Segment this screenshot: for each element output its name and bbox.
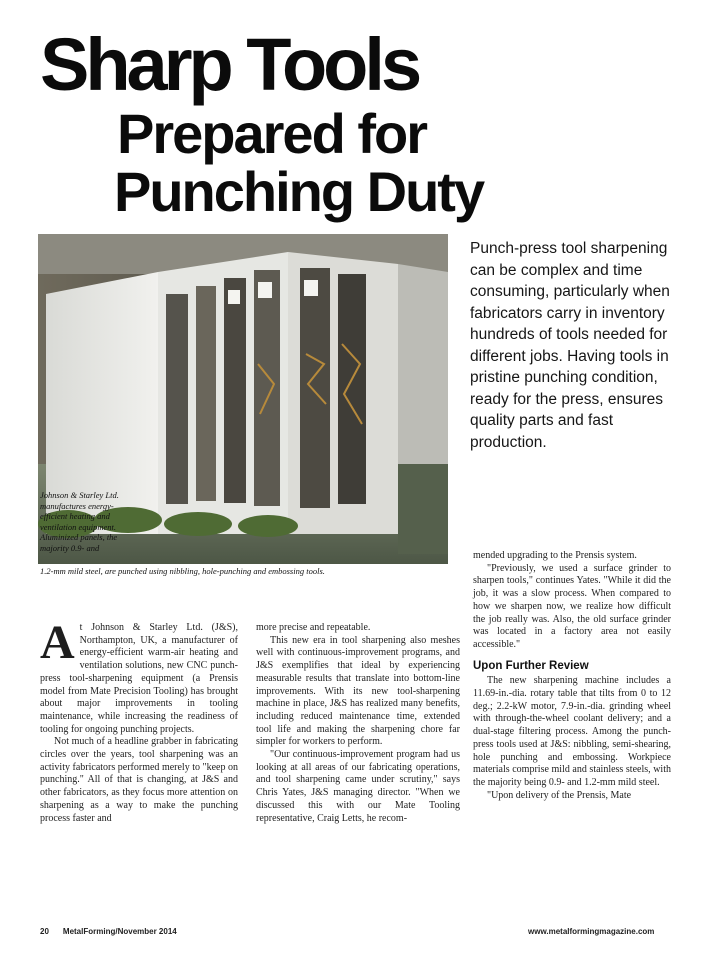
paragraph: The new sharpening machine includes a 11.69-in.-dia. rotary table that tilts from 0 to 12 deg.; 2.2-kW motor, 7.9-in.-dia. grinding wheel with through-the-wheel coolant delivery; and a dual-stage filtering process. Among the punch-press tools used at J&S: nibbling, semi-shearing, hole punching and embossing. Workpiece materials comprise mild and stainless steels, with the majority being 0.9- and 1.2-mm mild steel. xyxy=(473,675,671,788)
paragraph: This new era in tool sharpening also meshes well with continuous-improvement programs, and J&S exemplifies that ideal by experiencing measurable results that translate into bottom-line improvements. With its new tool-sharpening machine in place, J&S has realized many benefits, including reduced maintenance time, extended tool life and making the sharpening chore far simpler for workers to perform. xyxy=(256,634,460,748)
photo-caption-continuation: 1.2-mm mild steel, are punched using nibbling, hole-punching and embossing tools. xyxy=(40,566,325,576)
page-number: 20 xyxy=(40,927,49,936)
paragraph: "Upon delivery of the Prensis, Mate xyxy=(487,789,632,801)
paragraph xyxy=(40,616,238,736)
headline-line-3: Punching Duty xyxy=(114,160,484,223)
paragraph: "Our continuous-improvement program had us looking at all areas of our fabricating operations, and tool sharpening came under scrutiny," says Chris Yates, J&S managing director. "When we discussed this with our Mate Tooling representative, Craig Letts, he recom- xyxy=(256,749,460,824)
headline-line-2: Prepared for xyxy=(117,102,426,165)
article-column-2 xyxy=(256,622,460,825)
paragraph: Not much of a headline grabber in fabricating circles over the years, tool sharpening was an activity fabricators performed merely to "keep on punching." All of that is changing, at J&S and other fabricators, as they focus more attention on sharpening as a way to make the punching process faster and xyxy=(40,736,238,824)
article-column-1 xyxy=(40,616,238,825)
footer-left xyxy=(40,927,191,936)
photo-caption-inset: Johnson & Starley Ltd. manufactures energy-efficient heating and ventilation equipment. Aluminized panels, the majority 0.9- and xyxy=(40,490,119,553)
subhead: Upon Further Review xyxy=(473,659,589,672)
paragraph: more precise and repeatable. xyxy=(256,622,371,633)
publication-issue: MetalForming/November 2014 xyxy=(62,927,177,936)
footer-url: www.metalformingmagazine.com xyxy=(528,927,655,936)
paragraph: "Previously, we used a surface grinder to sharpen tools," continues Yates. "While it did the job, it was a slow process. When compared to how we sharpen now, we realize how difficult the job really was. Also, the old surface grinder was located in a factory area not easily accessible." xyxy=(473,562,671,650)
article-column-3 xyxy=(473,550,671,802)
headline-line-1: Sharp Tools xyxy=(40,23,419,106)
paragraph: mended upgrading to the Prensis system. xyxy=(473,550,637,561)
article-deck: Punch-press tool sharpening can be complex and time consuming, particularly when fabricators carry in inventory hundreds of tools needed for different jobs. Having tools in pristine punching condition, ready for the press, ensures quality parts and fast production. xyxy=(470,240,670,451)
paragraph-text: t Johnson & Starley Ltd. (J&S), Northampton, UK, a manufacturer of energy-efficient warm-air heating and ventilation solutions, new CNC punch-press tool-sharpening equipment (a Prensis model from Mate Precision Tooling) has brought about major improvements in tooling maintenance, while increasing the readiness of tooling for ongoing punching projects. xyxy=(40,622,238,735)
drop-cap: A xyxy=(40,616,75,669)
